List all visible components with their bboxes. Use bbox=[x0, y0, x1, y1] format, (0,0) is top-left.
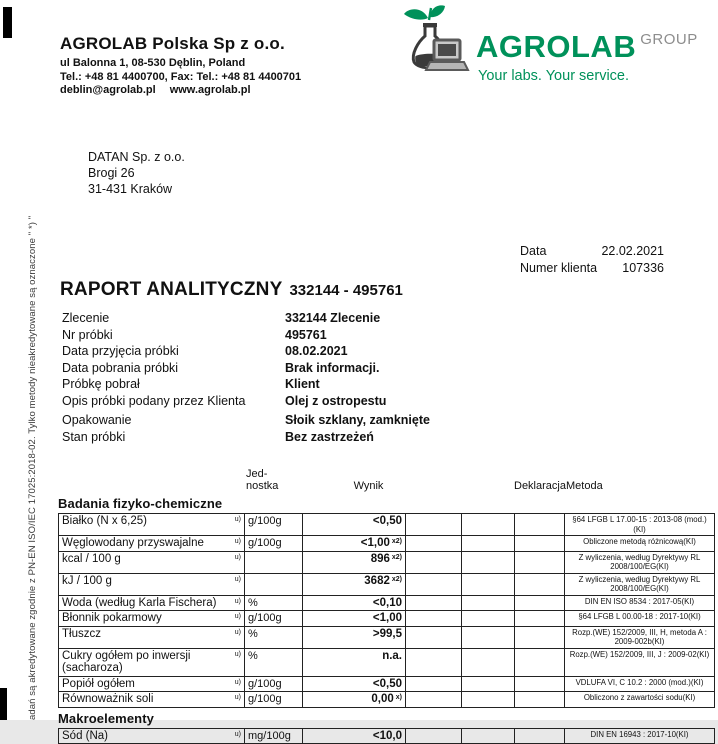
result-cell bbox=[303, 728, 406, 744]
field-value: 332144 Zlecenie bbox=[285, 310, 380, 327]
flask-plant-laptop-icon bbox=[398, 4, 472, 88]
results-table bbox=[58, 728, 715, 744]
method-column-header: Metoda bbox=[564, 480, 714, 492]
declaration-cell bbox=[515, 626, 565, 648]
unit-cell bbox=[245, 551, 303, 573]
field-row bbox=[62, 327, 482, 344]
parameter-name: Równoważnik soli bbox=[62, 693, 153, 706]
result-row bbox=[59, 692, 715, 708]
method-cell: Z wyliczenia, według Dyrektywy RL 2008/100/EG(KI) bbox=[565, 573, 715, 595]
results-area bbox=[58, 468, 714, 744]
parameter-cell bbox=[59, 595, 245, 611]
recipient-name: DATAN Sp. z o.o. bbox=[88, 149, 185, 165]
field-value: Bez zastrzeżeń bbox=[285, 429, 374, 446]
field-value: Słoik szklany, zamknięte bbox=[285, 412, 430, 429]
empty-cell bbox=[406, 728, 462, 744]
result-footnote: x2) bbox=[392, 576, 402, 583]
sender-email: deblin@agrolab.pl bbox=[60, 84, 156, 96]
empty-cell bbox=[406, 648, 462, 676]
result-footnote: x2) bbox=[392, 554, 402, 561]
unit-cell: g/100g bbox=[245, 692, 303, 708]
field-row bbox=[62, 412, 482, 429]
result-footnote: x) bbox=[396, 694, 402, 701]
logo-tagline: Your labs. Your service. bbox=[478, 68, 698, 84]
recipient-city: 31-431 Kraków bbox=[88, 181, 185, 197]
results-header-row bbox=[58, 468, 714, 492]
results-table bbox=[58, 513, 715, 708]
field-label: Data przyjęcia próbki bbox=[62, 343, 285, 360]
result-row bbox=[59, 573, 715, 595]
result-cell bbox=[303, 573, 406, 595]
field-row bbox=[62, 376, 482, 393]
accreditation-note: adań są akredytowane zgodnie z PN-EN ISO/IEC 17025:2018-02. Tylko metody nieakredytowane są oznaczone " *) " bbox=[27, 175, 38, 720]
results-sections bbox=[58, 496, 714, 744]
section-title: Makroelementy bbox=[58, 711, 714, 726]
result-row bbox=[59, 595, 715, 611]
method-cell: DIN EN 16943 : 2017-10(KI) bbox=[565, 728, 715, 744]
empty-cell bbox=[462, 648, 515, 676]
recipient-block bbox=[88, 149, 185, 197]
result-cell bbox=[303, 692, 406, 708]
unit-cell: g/100g bbox=[245, 514, 303, 536]
empty-cell bbox=[462, 514, 515, 536]
declaration-cell bbox=[515, 514, 565, 536]
empty-cell bbox=[406, 692, 462, 708]
agrolab-logo bbox=[398, 4, 688, 88]
field-label: Nr próbki bbox=[62, 327, 285, 344]
result-value: <1,00 bbox=[373, 612, 402, 624]
result-value: <1,00 bbox=[361, 537, 390, 549]
result-cell bbox=[303, 595, 406, 611]
result-value: >99,5 bbox=[373, 628, 402, 640]
parameter-cell bbox=[59, 514, 245, 536]
empty-cell bbox=[462, 551, 515, 573]
sender-phone: Tel.: +48 81 4400700, Fax: Tel.: +48 81 4400701 bbox=[60, 71, 301, 85]
client-number-label: Numer klienta bbox=[520, 260, 597, 277]
sample-fields bbox=[62, 310, 482, 445]
parameter-name: Cukry ogółem po inwersji (sacharoza) bbox=[62, 650, 235, 675]
empty-cell bbox=[406, 551, 462, 573]
parameter-name: Tłuszcz bbox=[62, 628, 101, 641]
sender-name: AGROLAB Polska Sp z o.o. bbox=[60, 34, 301, 54]
parameter-cell bbox=[59, 626, 245, 648]
field-row bbox=[62, 360, 482, 377]
field-label: Zlecenie bbox=[62, 310, 285, 327]
parameter-name: Węglowodany przyswajalne bbox=[62, 537, 204, 550]
result-cell bbox=[303, 626, 406, 648]
result-row bbox=[59, 514, 715, 536]
date-label: Data bbox=[520, 243, 546, 260]
unit-cell bbox=[245, 573, 303, 595]
field-label: Opakowanie bbox=[62, 412, 285, 429]
parameter-name: Popiół ogółem bbox=[62, 678, 135, 691]
empty-cell bbox=[462, 573, 515, 595]
result-row bbox=[59, 551, 715, 573]
result-row bbox=[59, 676, 715, 692]
accreditation-footnote: u) bbox=[235, 596, 241, 609]
parameter-name: kcal / 100 g bbox=[62, 553, 121, 566]
declaration-cell bbox=[515, 536, 565, 552]
result-cell bbox=[303, 676, 406, 692]
accreditation-footnote: u) bbox=[235, 729, 241, 742]
field-row bbox=[62, 310, 482, 327]
field-value: 495761 bbox=[285, 327, 327, 344]
result-row bbox=[59, 626, 715, 648]
parameter-cell bbox=[59, 676, 245, 692]
result-value: <0,10 bbox=[373, 597, 402, 609]
result-value: <10,0 bbox=[373, 730, 402, 742]
accreditation-footnote: u) bbox=[235, 627, 241, 640]
parameter-cell bbox=[59, 551, 245, 573]
result-value: 0,00 bbox=[371, 693, 393, 705]
method-cell: VDLUFA VI, C 10.2 : 2000 (mod.)(KI) bbox=[565, 676, 715, 692]
unit-cell: g/100g bbox=[245, 676, 303, 692]
accreditation-footnote: u) bbox=[235, 514, 241, 527]
logo-group-text: GROUP bbox=[640, 32, 698, 47]
field-row bbox=[62, 429, 482, 446]
parameter-cell bbox=[59, 648, 245, 676]
parameter-cell bbox=[59, 536, 245, 552]
method-cell: §64 LFGB L 00.00-18 : 2017-10(KI) bbox=[565, 611, 715, 627]
accreditation-footnote: u) bbox=[235, 692, 241, 705]
parameter-cell bbox=[59, 728, 245, 744]
empty-cell bbox=[406, 514, 462, 536]
empty-cell bbox=[406, 536, 462, 552]
sender-block bbox=[60, 34, 301, 98]
result-cell bbox=[303, 551, 406, 573]
result-row bbox=[59, 536, 715, 552]
field-value: Brak informacji. bbox=[285, 360, 379, 377]
method-cell: §64 LFGB L 17.00-15 : 2013-08 (mod.)(KI) bbox=[565, 514, 715, 536]
result-value: <0,50 bbox=[373, 515, 402, 527]
empty-cell bbox=[462, 728, 515, 744]
parameter-cell bbox=[59, 573, 245, 595]
date-value: 22.02.2021 bbox=[601, 243, 664, 260]
logo-brand-text: AGROLAB bbox=[476, 32, 636, 62]
declaration-cell bbox=[515, 728, 565, 744]
result-cell bbox=[303, 611, 406, 627]
empty-cell bbox=[406, 611, 462, 627]
parameter-name: Białko (N x 6,25) bbox=[62, 515, 147, 528]
meta-block bbox=[520, 243, 664, 277]
field-value: Olej z ostropestu bbox=[285, 393, 386, 410]
field-label: Data pobrania próbki bbox=[62, 360, 285, 377]
scan-artifact-top bbox=[3, 7, 12, 38]
result-row bbox=[59, 648, 715, 676]
method-cell: Obliczono z zawartości sodu(KI) bbox=[565, 692, 715, 708]
empty-cell bbox=[462, 536, 515, 552]
report-title-number: 332144 - 495761 bbox=[289, 282, 402, 299]
method-cell: Obliczone metodą różnicową(KI) bbox=[565, 536, 715, 552]
declaration-cell bbox=[515, 692, 565, 708]
field-value: 08.02.2021 bbox=[285, 343, 348, 360]
result-value: 3682 bbox=[364, 575, 390, 587]
field-label: Stan próbki bbox=[62, 429, 285, 446]
result-column-header: Wynik bbox=[302, 480, 405, 492]
result-cell bbox=[303, 536, 406, 552]
result-value: n.a. bbox=[382, 650, 402, 662]
field-row bbox=[62, 393, 482, 410]
report-title-main: RAPORT ANALITYCZNY bbox=[60, 279, 282, 301]
unit-column-header: Jed- nostka bbox=[244, 468, 302, 492]
empty-cell bbox=[406, 676, 462, 692]
parameter-name: Sód (Na) bbox=[62, 730, 108, 743]
method-cell: Rozp.(WE) 152/2009, III, H, metoda A : 2009-002b(KI) bbox=[565, 626, 715, 648]
empty-cell bbox=[406, 626, 462, 648]
field-row bbox=[62, 343, 482, 360]
field-label: Próbkę pobrał bbox=[62, 376, 285, 393]
parameter-cell bbox=[59, 611, 245, 627]
declaration-cell bbox=[515, 611, 565, 627]
parameter-cell bbox=[59, 692, 245, 708]
result-cell bbox=[303, 514, 406, 536]
result-row bbox=[59, 728, 715, 744]
empty-cell bbox=[462, 692, 515, 708]
accreditation-footnote: u) bbox=[235, 552, 241, 565]
accreditation-footnote: u) bbox=[235, 677, 241, 690]
unit-cell: % bbox=[245, 626, 303, 648]
empty-cell bbox=[462, 676, 515, 692]
method-cell: Z wyliczenia, według Dyrektywy RL 2008/100/EG(KI) bbox=[565, 551, 715, 573]
result-cell bbox=[303, 648, 406, 676]
result-footnote: x2) bbox=[392, 538, 402, 545]
declaration-column-header: Deklaracja bbox=[514, 480, 564, 492]
declaration-cell bbox=[515, 676, 565, 692]
empty-cell bbox=[462, 626, 515, 648]
parameter-name: Woda (według Karla Fischera) bbox=[62, 597, 216, 610]
parameter-name: kJ / 100 g bbox=[62, 575, 112, 588]
sender-website: www.agrolab.pl bbox=[170, 84, 251, 96]
accreditation-footnote: u) bbox=[235, 649, 241, 674]
declaration-cell bbox=[515, 551, 565, 573]
client-number-value: 107336 bbox=[622, 260, 664, 277]
scan-artifact-bottom bbox=[0, 688, 7, 720]
accreditation-footnote: u) bbox=[235, 611, 241, 624]
report-title bbox=[60, 279, 403, 301]
field-value: Klient bbox=[285, 376, 320, 393]
accreditation-footnote: u) bbox=[235, 574, 241, 587]
empty-cell bbox=[406, 595, 462, 611]
unit-cell: mg/100g bbox=[245, 728, 303, 744]
parameter-name: Błonnik pokarmowy bbox=[62, 612, 162, 625]
method-cell: DIN EN ISO 8534 : 2017-05(KI) bbox=[565, 595, 715, 611]
method-cell: Rozp.(WE) 152/2009, III, J : 2009-02(KI) bbox=[565, 648, 715, 676]
sender-contact bbox=[60, 84, 301, 98]
result-value: <0,50 bbox=[373, 678, 402, 690]
field-label: Opis próbki podany przez Klienta bbox=[62, 393, 285, 410]
declaration-cell bbox=[515, 595, 565, 611]
empty-cell bbox=[406, 573, 462, 595]
declaration-cell bbox=[515, 648, 565, 676]
recipient-street: Brogi 26 bbox=[88, 165, 185, 181]
section-title: Badania fizyko-chemiczne bbox=[58, 496, 714, 511]
unit-cell: % bbox=[245, 595, 303, 611]
unit-cell: g/100g bbox=[245, 536, 303, 552]
declaration-cell bbox=[515, 573, 565, 595]
unit-cell: g/100g bbox=[245, 611, 303, 627]
unit-cell: % bbox=[245, 648, 303, 676]
result-row bbox=[59, 611, 715, 627]
result-value: 896 bbox=[371, 553, 390, 565]
empty-cell bbox=[462, 611, 515, 627]
accreditation-footnote: u) bbox=[235, 536, 241, 549]
empty-cell bbox=[462, 595, 515, 611]
sender-address: ul Balonna 1, 08-530 Dęblin, Poland bbox=[60, 57, 301, 71]
